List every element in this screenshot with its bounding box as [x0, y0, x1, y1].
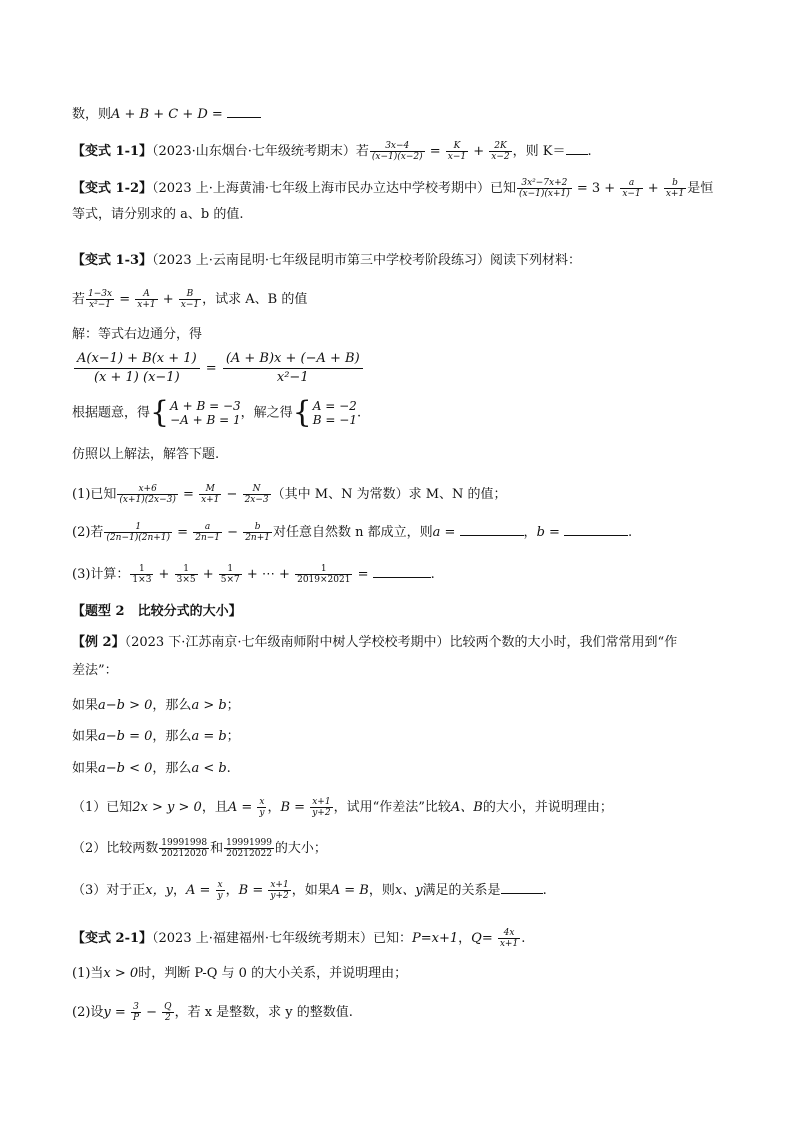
fraction: $\frac{1}{5\times 7}$	[220, 564, 240, 585]
rule-1: 如果a−b > 0，那么a > b；	[72, 698, 240, 713]
example-2-line2	[72, 662, 722, 680]
answer-blank-b[interactable]	[564, 522, 628, 536]
question-2: （2）比较两数 $\frac{19991998}{20212020}$ 和 $\frac{19991999}{20212022}$ 的大小；	[72, 838, 327, 859]
rule-2: 如果a−b = 0，那么a = b；	[72, 729, 240, 744]
equation-system: A + B = −3 −A + B = 1	[170, 399, 241, 427]
fraction: $\frac{1}{1\times 3}$	[132, 564, 152, 585]
fraction: $\frac{x}{y}$	[259, 797, 265, 818]
subquestion-1: (1)已知 $\frac{x+6}{(x+1)(2x-3)}$ = $\frac{M}{x+1}$ − $\frac{N}{2x-3}$ （其中 M、N 为常数）求 M、N 的值；	[72, 484, 507, 505]
variant-tag: 【变式 1-2】	[72, 181, 153, 196]
fraction: $\frac{1}{2019\times 2021}$	[297, 564, 351, 585]
variant-tag: 【变式 2-1】	[72, 931, 153, 946]
fraction: $\frac{4x}{x+1}$	[499, 928, 519, 949]
fraction: $\frac{A}{x+1}$	[137, 289, 156, 310]
text: 仿照以上解法，解答下题.	[72, 447, 220, 462]
answer-blank[interactable]	[501, 880, 543, 894]
fraction: $\frac{b}{2n+1}$	[245, 522, 270, 543]
fraction: $\frac{a}{x-1}$	[622, 178, 641, 199]
section-header-type-2	[72, 603, 722, 621]
section-title: 【题型 2 比较分式的大小】	[72, 604, 242, 619]
fraction: $\frac{Q}{2}$	[164, 1002, 172, 1023]
fraction: $\frac{x+6}{(x+1)(2x-3)}$	[119, 484, 176, 505]
fraction: $\frac{b}{x+1}$	[665, 178, 685, 199]
variant-1-2-line2	[72, 206, 722, 224]
imitate-instruction	[72, 446, 722, 464]
variant-2-1-part-2: (2)设y = $\frac{3}{P}$ − $\frac{Q}{2}$ ，若 x 是整数，求 y 的整数值.	[72, 1002, 353, 1023]
question-3: （3）对于正x，y，A = $\frac{x}{y}$ ，B = $\frac{x+1}{y+2}$ ，如果A = B，则x、y满足的关系是 .	[72, 880, 547, 901]
text: 等式，请分别求的 a、b 的值.	[72, 207, 244, 222]
example-tag: 【例 2】	[72, 635, 125, 650]
text: 差法”：	[72, 663, 118, 678]
answer-blank[interactable]	[373, 564, 431, 578]
fraction: $\frac{x+1}{y+2}$	[270, 880, 289, 901]
fraction: $\frac{K}{x-1}$	[447, 141, 467, 162]
text: 解：等式右边通分，得	[72, 327, 203, 342]
variant-1-3	[72, 252, 722, 270]
fraction: $\frac{\text{3x²−7x+2}}{(x-1)(x+1)}$	[519, 178, 570, 199]
answer-blank-a[interactable]	[460, 522, 524, 536]
answer-blank[interactable]	[227, 104, 261, 118]
fraction: $\frac{N}{2x-3}$	[244, 484, 269, 505]
fraction: $\frac{2K}{x-2}$	[491, 141, 510, 162]
example-2	[72, 634, 722, 652]
fraction: $\frac{B}{x-1}$	[180, 289, 200, 310]
source: （2023·山东烟台·七年级统考期末）若	[152, 144, 369, 159]
common-denominator-equation: $\frac{A(x-1) + B(x + 1)}{(x + 1) (x-1)}$ = $\frac{(A + B)x + (-A + B)}{\text{x²−1}}$	[72, 350, 722, 387]
fraction: $\frac{3}{P}$	[132, 1002, 139, 1023]
variant-2-1-part-1: (1)当x > 0时，判断 P-Q 与 0 的大小关系，并说明理由；	[72, 966, 408, 981]
variant-1-1: 【变式 1-1】（2023·山东烟台·七年级统考期末）若 $\frac{3x-4}{(x-1)(x-2)}$ = $\frac{K}{x-1}$ + $\frac{2K}{x-2}$ ，则 K＝ .	[72, 141, 592, 162]
fraction: $\frac{19991999}{20212022}$	[226, 838, 272, 859]
variant-tag: 【变式 1-1】	[72, 144, 153, 159]
variant-2-1: 【变式 2-1】（2023 上·福建福州·七年级统考期末）已知：P=x+1，Q= $\frac{4x}{x+1}$ .	[72, 928, 526, 949]
fraction-left: $\frac{A(x-1) + B(x + 1)}{(x + 1) (x-1)}$	[74, 350, 200, 387]
subquestion-2: (2)若 $\frac{1}{(2n-1)(2n+1)}$ = $\frac{a}{2n-1}$ − $\frac{b}{2n+1}$ 对任意自然数 n 都成立，则a = ，b = .	[72, 522, 633, 543]
fraction: $\frac{x+1}{y+2}$	[312, 797, 331, 818]
fraction: $\frac{3x-4}{(x-1)(x-2)}$	[371, 141, 423, 162]
fraction: $\frac{1-3x}{\text{x²−1}}$	[88, 289, 113, 310]
fraction: $\frac{19991998}{20212020}$	[161, 838, 208, 859]
fraction: $\frac{1}{(2n-1)(2n+1)}$	[106, 522, 171, 543]
line-1	[72, 104, 722, 124]
source: （2023 上·福建福州·七年级统考期末）已知：	[152, 931, 412, 946]
fraction-right: $\frac{(A + B)x + (-A + B)}{\text{x²−1}}$	[223, 350, 363, 387]
source: （2023 上·云南昆明·七年级昆明市第三中学校考阶段练习）阅读下列材料：	[152, 253, 581, 268]
solution-intro	[72, 326, 722, 344]
variant-1-2: 【变式 1-2】（2023 上·上海黄浦·七年级上海市民办立达中学校考期中）已知 $\frac{\text{3x²−7x+2}}{(x-1)(x+1)}$ = 3 + $\frac{a}{x-1}$ + $\frac{b}{x+1}$ 是恒	[72, 178, 714, 199]
answer-blank[interactable]	[566, 141, 588, 155]
material-given: 若 $\frac{1-3x}{\text{x²−1}}$ = $\frac{A}{x+1}$ + $\frac{B}{x-1}$ ，试求 A、B 的值	[72, 289, 308, 310]
rule-3: 如果a−b < 0，那么a < b.	[72, 761, 231, 776]
math-expression: A + B + C + D =	[111, 107, 227, 122]
source: （2023 下·江苏南京·七年级南师附中树人学校校考期中）比较两个数的大小时，我们常常用到“作	[124, 635, 678, 650]
fraction: $\frac{1}{3\times 5}$	[176, 564, 196, 585]
fraction: $\frac{M}{x+1}$	[201, 484, 220, 505]
fraction: $\frac{x}{y}$	[217, 880, 223, 901]
subquestion-3: (3)计算： $\frac{1}{1\times 3}$ + $\frac{1}{3\times 5}$ + $\frac{1}{5\times 7}$ + ⋯ + $\frac{1}{2019\times 2021}$ = .	[72, 564, 435, 585]
question-1: （1）已知2x > y > 0，且A = $\frac{x}{y}$ ，B = $\frac{x+1}{y+2}$ ，试用“作差法”比较A、B的大小，并说明理由；	[72, 797, 613, 818]
fraction: $\frac{a}{2n-1}$	[195, 522, 221, 543]
system-solve: 根据题意，得{ A + B = −3 −A + B = 1 ，解之得{ A = −2 B = −1 .	[72, 395, 362, 430]
text: 数，则	[72, 107, 112, 122]
source: （2023 上·上海黄浦·七年级上海市民办立达中学校考期中）已知	[152, 181, 516, 196]
solution-system: A = −2 B = −1	[312, 399, 357, 427]
variant-tag: 【变式 1-3】	[72, 253, 153, 268]
